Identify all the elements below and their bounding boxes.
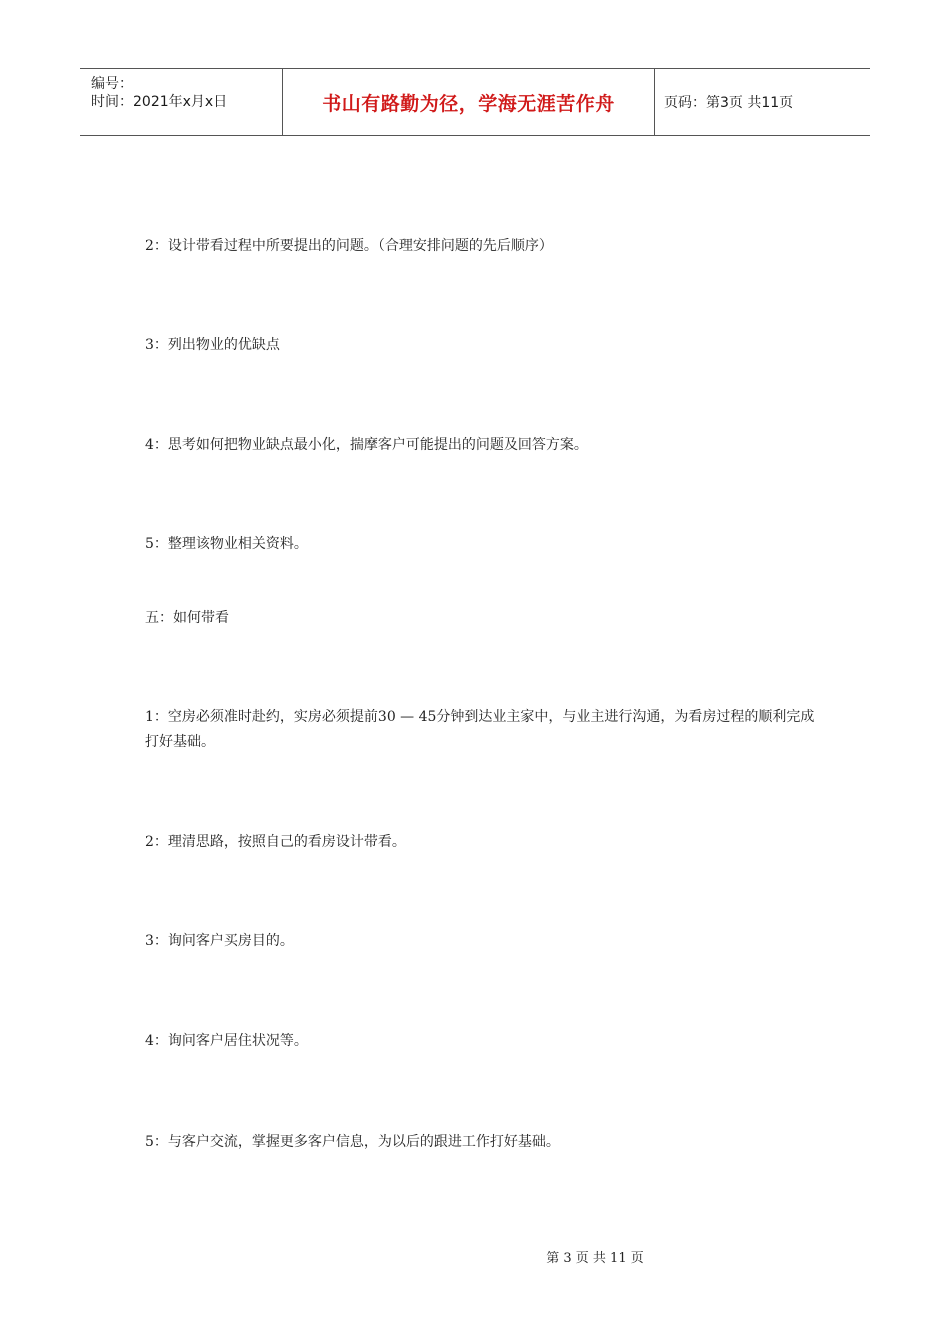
header-motto: 书山有路勤为径，学海无涯苦作舟 [322, 92, 615, 115]
header-meta-cell [80, 69, 282, 135]
serial-number-label: 编号： [91, 76, 133, 92]
paragraph-living-status: 4：询问客户居住状况等。 [145, 1033, 308, 1049]
header-page-info: 页码：第3页 共11页 [664, 95, 794, 111]
paragraph-minimize-flaws: 4：思考如何把物业缺点最小化，揣摩客户可能提出的问题及回答方案。 [145, 437, 588, 453]
paragraph-pros-cons: 3：列出物业的优缺点 [145, 337, 280, 353]
paragraph-arrive-on-time: 1：空房必须准时赴约，实房必须提前30 — 45分钟到达业主家中，与业主进行沟通，为看房过程的顺利完成打好基础。 [145, 709, 815, 750]
date-label: 时间：2021年x月x日 [91, 94, 228, 110]
header-motto-cell [282, 69, 655, 135]
page-header [80, 68, 870, 136]
paragraph-communicate: 5：与客户交流，掌握更多客户信息，为以后的跟进工作打好基础。 [145, 1134, 560, 1150]
page-footer: 第 3 页 共 11 页 [546, 1251, 644, 1266]
paragraph-design-questions: 2：设计带看过程中所要提出的问题。（合理安排问题的先后顺序） [145, 238, 553, 254]
paragraph-clear-thinking: 2：理清思路，按照自己的看房设计带看。 [145, 834, 406, 850]
paragraph-purchase-purpose: 3：询问客户买房目的。 [145, 933, 294, 949]
paragraph-organize-materials: 5：整理该物业相关资料。 [145, 536, 308, 552]
header-page-cell [655, 69, 870, 135]
section-heading-how-to-show: 五：如何带看 [145, 610, 229, 626]
